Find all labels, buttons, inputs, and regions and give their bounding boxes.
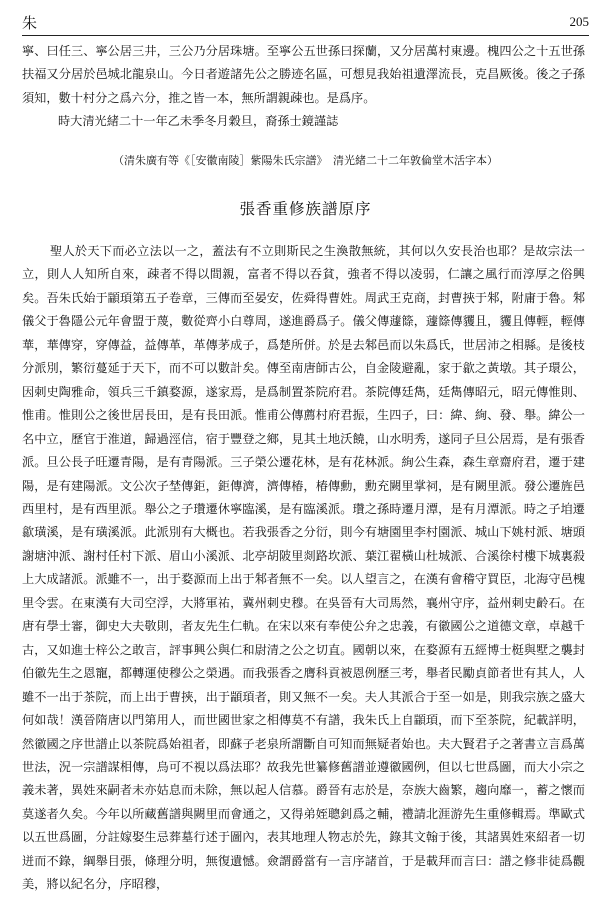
running-header [22,10,589,32]
header-rule [22,35,589,36]
signature-line: 時大清光緒二十一年乙未季冬月穀旦，裔孫士鏡謹誌 [58,114,339,129]
intro-paragraph: 寧、曰任三、寧公居三井，三公乃分居珠塘。至寧公五世孫曰探蘭，又分居萬村東邊。槐四公之十五世孫扶福又分居於邑城北龍泉山。今日者遊諸先公之勝迹名區，可想見我始祖遺澤流長，克昌厥後。後之子孫須知，數十村分之爲六分，推之皆一本，無所謂親疎也。是爲序。 [22,44,585,105]
previous-section-ending [22,40,585,134]
source-citation: （清朱廣有等《［安徽南陵］紫陽朱氏宗譜》 清光緒二十二年敦倫堂木活字本） [113,154,498,167]
running-header-title: 朱 [22,14,38,32]
section-title: 張香重修族譜原序 [239,200,372,218]
body-paragraph: 聖人於天下而必立法以一之，蓋法有不立則斯民之生渙散無統，其何以久安長治也耶？是故宗法一立，則人人知所自來，疎者不得以間親，富者不得以吞貧，強者不得以凌弱，仁讓之風行而淳厚之俗興矣。吾朱氏始于顓頊第五子卷章，三傳而至晏安，佐舜得曹姓。周武王克商，封曹挾于邾，附庸于魯。邾儀父于魯隱公元年會盟于蔑，數從齊小白尊周，遂進爵爲子。儀父傳蘧篨，蘧篨傳貜且，貜且傳輕，輕傳華，華傳穿，穿傳益，益傳革，革傳茅成子，爲楚所併。於是去邾邑而以朱爲氏，世居沛之相縣。是後枝分派別，繁衍蔓延于天下，而不可以數計矣。傳至南唐師古公，自金陵避亂，家于歙之黃墩。其子環公，因刺史陶雅命，領兵三千鎮婺源，遂家焉，是爲制置茶院府君。茶院傳廷雋，廷雋傳昭元，昭元傳惟則、惟甫。惟則公之後世居長田，是有長田派。惟甫公傳薦村府君振，生四子，曰：緯、絢、發、舉。緯公一名中立，歷官于淮道，歸過涇信，宿于豐登之鄉，見其土地沃饒，山水明秀，遂同子旦公居焉，是有張香派。旦公長子旺遷青陽，是有青陽派。三子榮公遷花林，是有花林派。絢公生森，森生章齋府君，遷于建陽，是有建陽派。文公次子埜傳鉅，鉅傳濟，濟傳椿，椿傳勳，勳充闕里掌祠，是有闕里派。發公遷旌邑西里村，是有西里派。舉公之子瓚遷休寧臨溪，是有臨溪派。瓚之孫時遷月潭，是有月潭派。時之子垍遷歙璜溪，是有璜溪派。此派別有大概也。若我張香之分衍，則今有塘園里李村園派、城山下姚村派、塘頭謝塘沖派、謝村任村下派、眉山小溪派、北亭胡陂里剡路坎派、葉江翟橫山杜城派、合溪徐村樓下城裏殺上大成諸派。派雖不一，出于婺源而上出于邾者無不一矣。以人望言之，在漢有會稽守買臣，北海守邑槐里令雲。在東漢有大司空浮，大將軍祐，冀州刺史穆。在吳晉有大司馬然，襄州守序，益州刺史齡石。在唐有學士審，御史大夫敬則，者友先生仁軌。在宋以來有奉使公弁之忠義，有徽國公之道德文章，卓越千古，又如進士梓公之敢言，評事興公與仁和尉清之公之切直。國朝以來，在婺源有五經博士梃與墅之襲封伯徽先生之恩寵，都轉運使穆公之榮遇。而我張香之膺科貢被恩例歷三考，舉者民勵貞節者世有其人，人雖不一出于茶院，而上出于曹挾，出于顓頊者，則又無不一矣。夫人其派合于至一如是，則我宗族之盛大何如哉！漢晉隋唐以門第用人，而世國世家之相傳莫不有譜，我朱氏上自顓頊，而下至茶院，紀載詳明，然徽國之序世譜止以茶院爲始祖者，即蘇子老泉所謂斷自可知而無疑者始也。夫大賢君子之著書立言爲萬世法，況一宗譜謀相傳，烏可不視以爲法耶？故我先世纂修舊譜並遵徽國例，但以七世爲圖，而大小宗之義未著，異姓來嗣者未亦姑息而未除，無以起人信慕。爵晉有志於是，奈族大齒繁，趨向靡一，蓄之懷而莫遂者久矣。今年以所藏舊譜與闕里而會通之，又得弟姪聰釗爲之輔，禮請北涯游先生重修輯焉。準歐式以五世爲圖，分註嫁娶生忌葬墓行述于圖內，表其地理人物志於先，錄其文翰于後，其諸異姓來紹者一切迸而不錄，綱舉目張，條理分明，無復遺憾。僉謂爵當有一言序諸首，于是載拜而言曰：譜之修非徒爲觀美，將以紀名分，序昭穆， [22,244,585,892]
page-number: 205 [569,14,589,29]
body-text [22,240,585,897]
